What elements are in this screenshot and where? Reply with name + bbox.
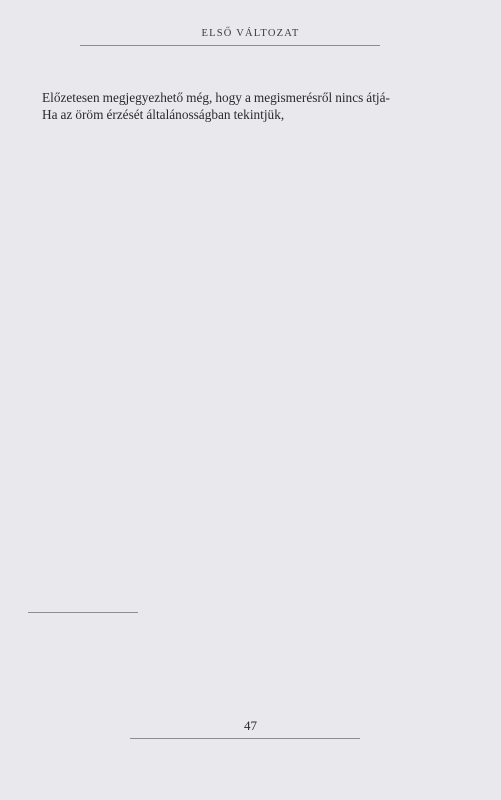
footnote-text xyxy=(28,620,433,635)
running-head: ELSŐ VÁLTOZAT xyxy=(201,28,300,39)
paragraph-3-text-1: Ha az öröm érzését általánosságban tekintjük, xyxy=(42,107,285,123)
bottom-rule xyxy=(130,738,360,739)
footnote xyxy=(28,620,433,635)
body-text xyxy=(28,72,433,123)
paragraph-3 xyxy=(28,106,433,123)
paragraph-2 xyxy=(28,89,433,106)
footnote-rule xyxy=(28,612,138,613)
paragraph-2-text-1: Előzetesen megjegyezhető még, hogy a megismerésről nincs átjá- xyxy=(42,90,390,106)
header-rule xyxy=(80,45,380,46)
paragraph-1 xyxy=(28,72,433,89)
page-number: 47 xyxy=(244,718,257,733)
